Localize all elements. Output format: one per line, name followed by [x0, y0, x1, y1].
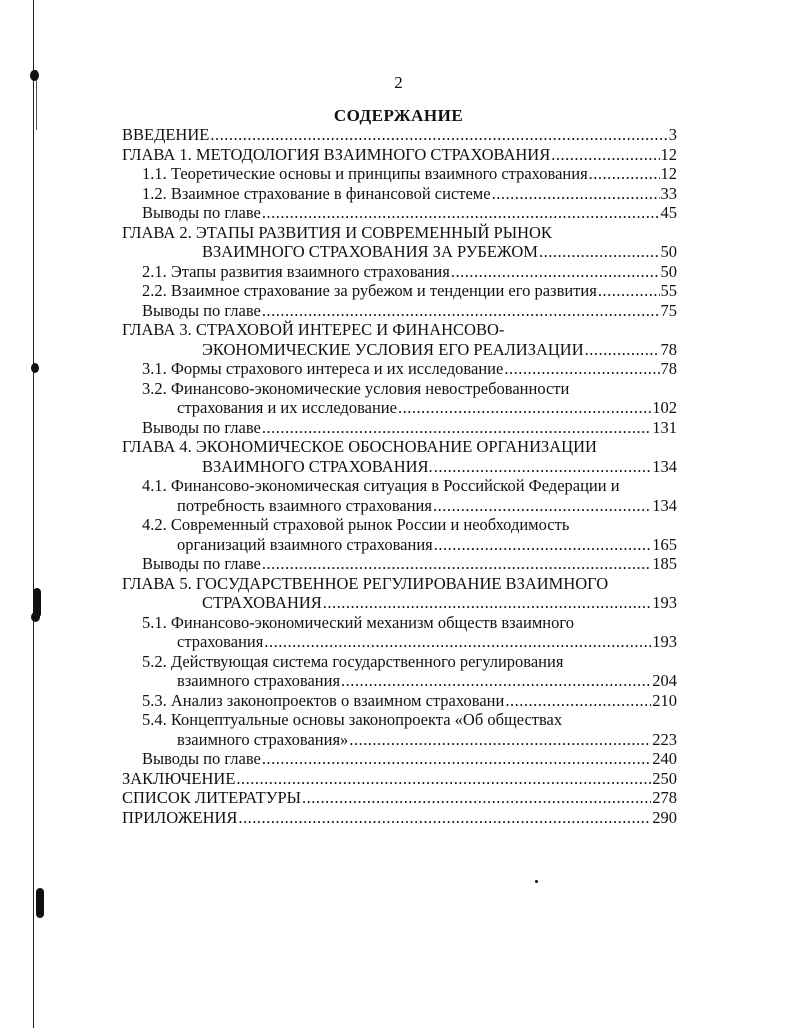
toc-page-number: 250 — [652, 768, 677, 788]
toc-entry-title: ПРИЛОЖЕНИЯ — [122, 807, 238, 827]
scan-blot — [36, 888, 44, 918]
toc-page-number: 45 — [660, 203, 677, 222]
toc-leader-dots — [323, 593, 651, 613]
toc-title: СОДЕРЖАНИЕ — [333, 106, 464, 125]
toc-entry-title: 3.1. Формы страхового интереса и их исследование — [142, 359, 504, 378]
toc-entry-title: страхования и их исследование — [177, 398, 397, 417]
toc-entry-title: 5.2. Действующая система государственного регулирования — [142, 651, 564, 671]
scan-speck — [535, 880, 538, 883]
toc-leader-dots — [539, 242, 660, 262]
toc-page-number: 134 — [652, 495, 677, 515]
toc-chapter-entry[interactable] — [122, 808, 677, 828]
toc-leader-dots — [505, 691, 651, 711]
toc-entry-title: ЭКОНОМИЧЕСКИЕ УСЛОВИЯ ЕГО РЕАЛИЗАЦИИ — [202, 339, 584, 359]
toc-leader-dots — [434, 535, 652, 555]
toc-leader-dots — [504, 359, 659, 379]
toc-chapter-entry[interactable] — [122, 437, 677, 476]
toc-leader-dots — [302, 788, 651, 808]
toc-entry-title: ВВЕДЕНИЕ — [122, 125, 210, 144]
toc-entry-title: ГЛАВА 4. ЭКОНОМИЧЕСКОЕ ОБОСНОВАНИЕ ОРГАНИЗАЦИИ — [122, 437, 597, 456]
toc-entry-title: 5.4. Концептуальные основы законопроекта «Об обществах — [142, 710, 563, 729]
toc-leader-dots — [492, 184, 660, 204]
toc-entry-title: СТРАХОВАНИЯ — [202, 593, 322, 612]
toc-page-number: 223 — [652, 729, 677, 749]
toc-chapter-entry[interactable] — [122, 223, 677, 262]
toc-chapter-entry[interactable] — [122, 125, 677, 145]
toc-entry-title: 2.2. Взаимное страхование за рубежом и тенденции его развития — [142, 281, 597, 300]
toc-section-entry[interactable] — [122, 359, 677, 379]
toc-leader-dots — [451, 262, 660, 282]
toc-chapter-entry[interactable] — [122, 145, 677, 165]
toc-entry-title: Выводы по главе — [142, 203, 261, 222]
toc-section-entry[interactable] — [122, 184, 677, 204]
toc-leader-dots — [589, 164, 660, 184]
toc-entry-title: 3.2. Финансово-экономические условия невостребованности — [142, 378, 570, 398]
toc-section-entry[interactable] — [122, 749, 677, 769]
scan-blot — [31, 363, 39, 373]
toc-page-number: 134 — [652, 456, 677, 476]
toc-page-number: 55 — [660, 281, 677, 300]
toc-page-number: 102 — [652, 398, 677, 417]
toc-chapter-entry[interactable] — [122, 788, 677, 808]
toc-page-number: 210 — [652, 690, 677, 710]
toc-section-entry[interactable] — [122, 418, 677, 438]
toc-entry-title: 1.1. Теоретические основы и принципы взаимного страхования — [142, 164, 588, 183]
toc-page-number: 193 — [652, 593, 677, 612]
toc-section-entry[interactable] — [122, 652, 677, 691]
toc-page-number: 131 — [652, 417, 677, 437]
toc-leader-dots — [598, 281, 660, 301]
toc-page-number: 185 — [652, 554, 677, 573]
toc-leader-dots — [264, 632, 651, 652]
toc-section-entry[interactable] — [122, 515, 677, 554]
toc-entry-title: ГЛАВА 2. ЭТАПЫ РАЗВИТИЯ И СОВРЕМЕННЫЙ РЫНОК — [122, 222, 552, 242]
scan-left-edge-line — [33, 0, 34, 1028]
toc-section-entry[interactable] — [122, 262, 677, 282]
toc-leader-dots — [585, 340, 660, 360]
toc-leader-dots — [262, 301, 660, 321]
toc-entry-title: ГЛАВА 1. МЕТОДОЛОГИЯ ВЗАИМНОГО СТРАХОВАНИЯ — [122, 144, 551, 164]
toc-section-entry[interactable] — [122, 379, 677, 418]
toc-section-entry[interactable] — [122, 301, 677, 321]
toc-section-entry[interactable] — [122, 554, 677, 574]
toc-chapter-entry[interactable] — [122, 769, 677, 789]
toc-section-entry[interactable] — [122, 691, 677, 711]
toc-leader-dots — [236, 769, 651, 789]
toc-leader-dots — [262, 554, 651, 574]
toc-entry-title: Выводы по главе — [142, 749, 261, 768]
toc-page-number: 3 — [668, 125, 677, 144]
toc-entry-title: СПИСОК ЛИТЕРАТУРЫ — [122, 788, 302, 807]
toc-page-number: 290 — [652, 807, 677, 827]
scan-blot — [31, 612, 40, 622]
toc-page-number: 165 — [652, 534, 677, 554]
toc-entry-title: взаимного страхования — [177, 671, 341, 690]
toc-leader-dots — [238, 808, 651, 828]
toc-entry-title: 1.2. Взаимное страхование в финансовой системе — [142, 183, 491, 203]
toc-page-number: 278 — [652, 788, 677, 807]
toc-leader-dots — [262, 749, 651, 769]
toc-chapter-entry[interactable] — [122, 574, 677, 613]
toc-leader-dots — [398, 398, 651, 418]
toc-page-number: 193 — [652, 632, 677, 651]
toc-entry-title: ГЛАВА 3. СТРАХОВОЙ ИНТЕРЕС И ФИНАНСОВО- — [122, 320, 505, 339]
toc-entry-title: ЗАКЛЮЧЕНИЕ — [122, 768, 236, 788]
toc-section-entry[interactable] — [122, 710, 677, 749]
toc-leader-dots — [341, 671, 651, 691]
toc-entry-title: 4.1. Финансово-экономическая ситуация в Российской Федерации и — [142, 476, 620, 495]
toc-entry-title: ВЗАИМНОГО СТРАХОВАНИЯ ЗА РУБЕЖОМ — [202, 242, 538, 261]
toc-page-number: 50 — [660, 261, 677, 281]
toc-page-number: 78 — [660, 339, 677, 359]
toc-leader-dots — [349, 730, 651, 750]
toc-leader-dots — [262, 203, 660, 223]
toc-entry-title: Выводы по главе — [142, 300, 261, 320]
toc-page-number: 33 — [660, 183, 677, 203]
toc-page-number: 240 — [652, 749, 677, 768]
toc-entry-title: 4.2. Современный страховой рынок России и необходимость — [142, 515, 570, 534]
toc-leader-dots — [434, 457, 652, 477]
toc-leader-dots — [210, 125, 667, 145]
toc-section-entry[interactable] — [122, 613, 677, 652]
toc-leader-dots — [433, 496, 651, 516]
toc-entry-title: взаимного страхования» — [177, 729, 349, 749]
toc-section-entry[interactable] — [122, 476, 677, 515]
toc-entry-title: страхования — [177, 632, 264, 651]
toc-entry-title: организаций взаимного страхования — [177, 534, 433, 554]
toc-section-entry[interactable] — [122, 203, 677, 223]
toc-section-entry[interactable] — [122, 281, 677, 301]
toc-entry-title: Выводы по главе — [142, 417, 261, 437]
toc-page-number: 75 — [660, 300, 677, 320]
toc-page-number: 50 — [660, 242, 677, 261]
toc-leader-dots — [551, 145, 659, 165]
toc-entry-title: 5.1. Финансово-экономический механизм обществ взаимного — [142, 612, 574, 632]
table-of-contents — [122, 125, 677, 827]
toc-page-number: 78 — [660, 359, 677, 378]
toc-entry-title: Выводы по главе — [142, 554, 261, 573]
toc-page-number: 12 — [660, 164, 677, 183]
toc-page-number: 12 — [660, 144, 677, 164]
toc-leader-dots — [262, 418, 651, 438]
toc-entry-title: ВЗАИМНОГО СТРАХОВАНИЯ. — [202, 456, 433, 476]
toc-entry-title: ГЛАВА 5. ГОСУДАРСТВЕННОЕ РЕГУЛИРОВАНИЕ ВЗАИМНОГО — [122, 573, 609, 593]
toc-chapter-entry[interactable] — [122, 320, 677, 359]
toc-entry-title: потребность взаимного страхования — [177, 495, 432, 515]
toc-entry-title: 2.1. Этапы развития взаимного страхования — [142, 261, 450, 281]
toc-section-entry[interactable] — [122, 164, 677, 184]
page-number: 2 — [394, 73, 403, 92]
toc-page-number: 204 — [652, 671, 677, 690]
toc-entry-title: 5.3. Анализ законопроектов о взаимном страховани — [142, 690, 505, 710]
